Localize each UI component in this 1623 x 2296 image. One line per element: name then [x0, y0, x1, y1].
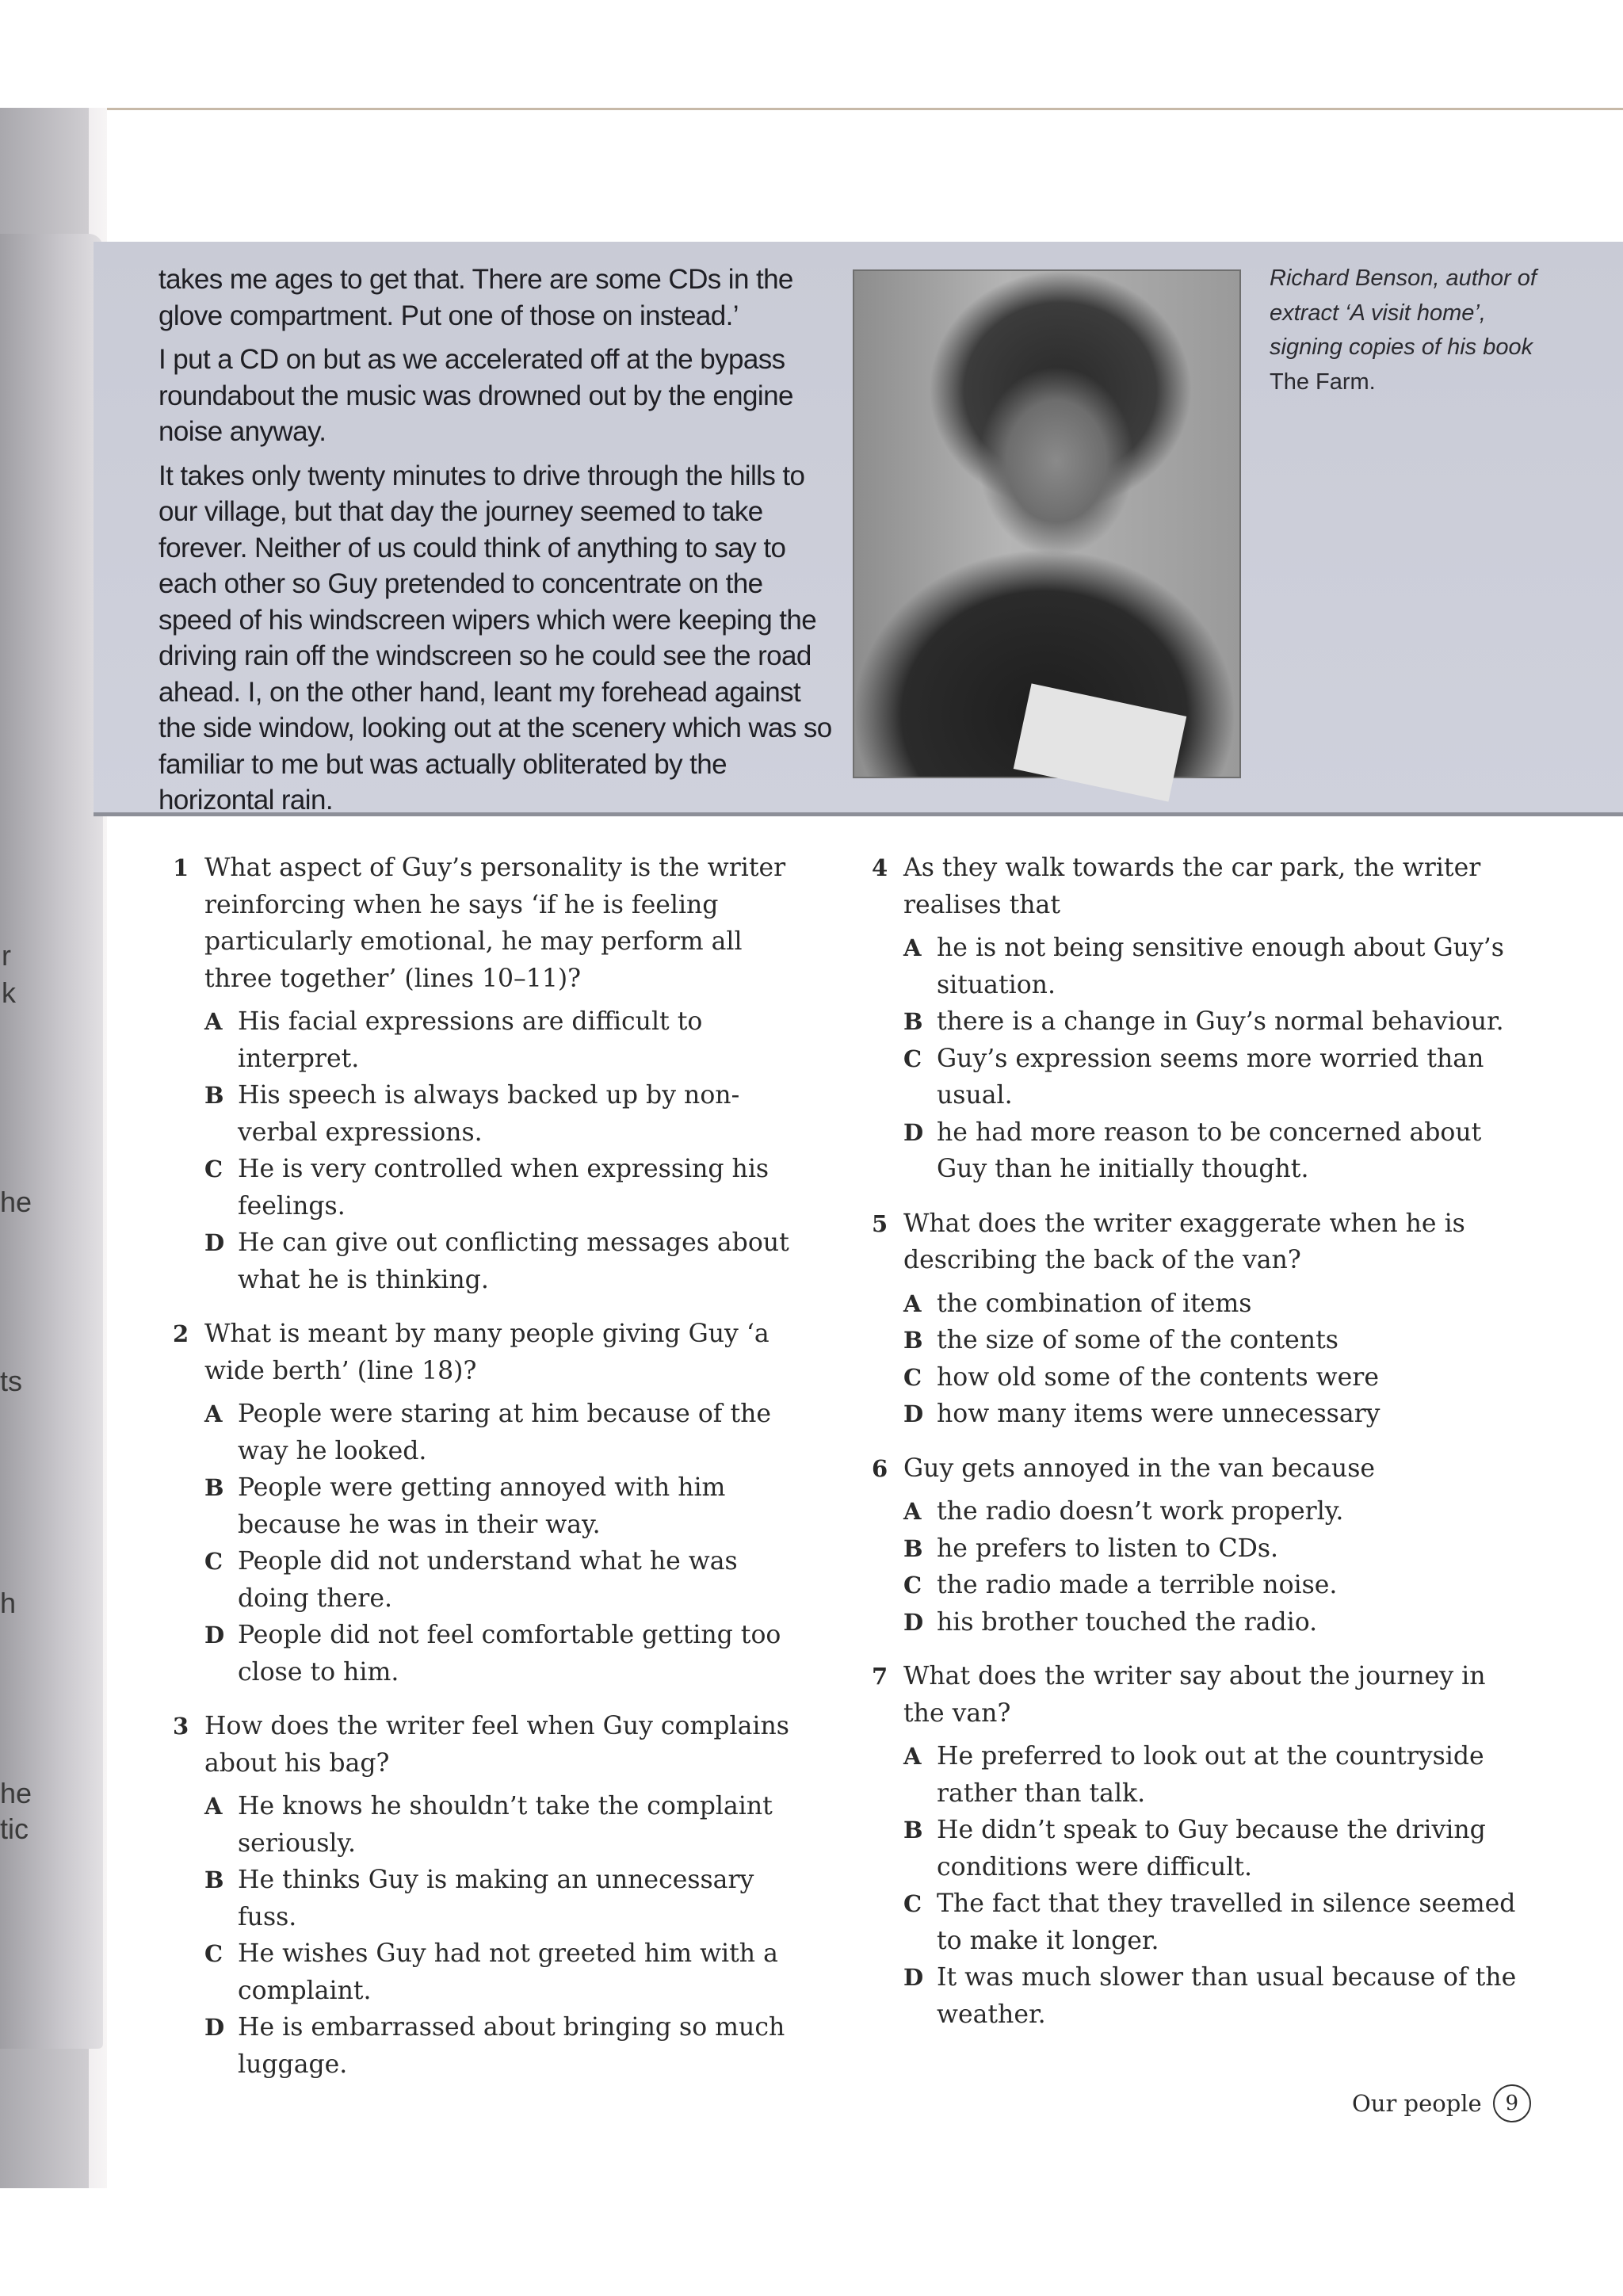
option-text: how old some of the contents were	[937, 1362, 1379, 1392]
facing-page-fragment: tic	[0, 1813, 29, 1845]
answer-option-a	[903, 1738, 1522, 1812]
extract-text	[158, 262, 840, 827]
option-letter: B	[903, 1534, 923, 1562]
caption-book-title: The Farm.	[1270, 369, 1376, 395]
page-footer	[1352, 2084, 1531, 2122]
option-letter: B	[903, 1008, 923, 1035]
facing-page-fragment: he	[0, 1186, 32, 1218]
option-text: He is very controlled when expressing his feelings.	[238, 1155, 769, 1221]
answer-option-a	[204, 1003, 807, 1077]
facing-page-fragment: ts	[0, 1365, 23, 1397]
facing-page-fragment: he	[0, 1777, 32, 1809]
option-text: The fact that they travelled in silence seemed to make it longer.	[937, 1889, 1516, 1955]
question-number: 4	[872, 854, 888, 881]
option-text: It was much slower than usual because of the weather.	[937, 1963, 1517, 2029]
answer-option-b	[903, 1812, 1522, 1885]
option-text: He knows he shouldn’t take the complaint seriously.	[238, 1792, 773, 1858]
section-title: Our people	[1352, 2090, 1482, 2117]
option-text: the radio doesn’t work properly.	[937, 1497, 1344, 1526]
option-letter: A	[204, 1400, 223, 1427]
option-letter: A	[903, 1498, 922, 1525]
question-number: 6	[872, 1454, 888, 1482]
option-letter: B	[204, 1866, 224, 1893]
question-stem: What does the writer say about the journey in the van?	[903, 1662, 1486, 1728]
option-letter: C	[204, 1940, 223, 1967]
question-3	[173, 1708, 807, 2083]
option-letter: C	[204, 1156, 223, 1182]
facing-page-fragment: r	[2, 939, 11, 972]
question-stem: How does the writer feel when Guy complains about his bag?	[204, 1712, 789, 1778]
answer-option-d	[903, 1959, 1522, 2033]
option-text: He is embarrassed about bringing so much luggage.	[238, 2013, 785, 2079]
option-text: People did not feel comfortable getting too close to him.	[238, 1621, 781, 1687]
answer-option-b	[204, 1469, 807, 1543]
author-photo	[853, 269, 1241, 778]
question-number: 3	[173, 1713, 189, 1740]
option-letter: B	[204, 1474, 224, 1501]
question-stem: What does the writer exaggerate when he is describing the back of the van?	[903, 1209, 1465, 1274]
option-text: the size of some of the contents	[937, 1326, 1338, 1354]
question-1	[173, 850, 807, 1298]
option-text: He can give out conflicting messages about what he is thinking.	[238, 1228, 789, 1294]
option-text: People did not understand what he was doing there.	[238, 1547, 738, 1613]
answer-option-c	[204, 1151, 807, 1224]
option-letter: D	[204, 1229, 225, 1256]
question-number: 2	[173, 1320, 189, 1347]
answer-option-d	[903, 1114, 1522, 1188]
option-text: People were staring at him because of the way he looked.	[238, 1400, 772, 1465]
answer-option-c	[204, 1543, 807, 1617]
question-stem: As they walk towards the car park, the writer realises that	[903, 854, 1481, 919]
option-letter: D	[204, 1622, 225, 1648]
option-text: He wishes Guy had not greeted him with a complaint.	[238, 1939, 778, 2005]
option-letter: A	[204, 1008, 223, 1035]
option-text: His speech is always backed up by non-verbal expressions.	[238, 1081, 740, 1147]
option-letter: B	[204, 1082, 224, 1109]
top-rule	[87, 108, 1623, 110]
option-letter: B	[903, 1817, 923, 1843]
answer-option-a	[204, 1788, 807, 1862]
answer-option-c	[903, 1359, 1522, 1396]
option-text: People were getting annoyed with him because he was in their way.	[238, 1473, 726, 1539]
option-letter: C	[204, 1548, 223, 1575]
answer-option-d	[903, 1396, 1522, 1433]
answer-option-c	[903, 1885, 1522, 1959]
option-letter: C	[903, 1363, 922, 1391]
option-text: He didn’t speak to Guy because the driving conditions were difficult.	[937, 1816, 1486, 1881]
option-letter: D	[903, 1400, 924, 1427]
option-text: He preferred to look out at the countryside rather than talk.	[937, 1742, 1484, 1808]
option-text: Guy’s expression seems more worried than usual.	[937, 1044, 1484, 1110]
question-number: 5	[872, 1209, 888, 1237]
answer-option-b	[903, 1003, 1522, 1041]
extract-paragraph: It takes only twenty minutes to drive through the hills to our village, but that day the journey seemed to take forever. Neither of us could think of anything to say to each other so Guy pretended to concentrate on the speed of his windscreen wipers which were keeping the driving rain off the windscreen so he could see the road ahead. I, on the other hand, leant my forehead against the side window, looking out at the scenery which was so familiar to me but was actually obliterated by the horizontal rain.	[158, 460, 832, 816]
option-letter: C	[903, 1045, 922, 1072]
questions-right-column	[872, 850, 1522, 2050]
option-text: He thinks Guy is making an unnecessary fuss.	[238, 1866, 754, 1931]
question-2	[173, 1316, 807, 1690]
answer-option-b	[903, 1322, 1522, 1359]
answer-option-c	[903, 1567, 1522, 1604]
option-letter: D	[903, 1964, 924, 1991]
answer-option-b	[204, 1862, 807, 1935]
answer-option-d	[204, 1224, 807, 1298]
option-text: he prefers to listen to CDs.	[937, 1534, 1279, 1563]
option-letter: D	[903, 1118, 924, 1146]
question-7	[872, 1658, 1522, 2033]
question-4	[872, 850, 1522, 1188]
option-letter: D	[903, 1608, 924, 1636]
option-text: the combination of items	[937, 1289, 1252, 1318]
answer-option-d	[204, 2009, 807, 2083]
question-number: 1	[173, 854, 189, 881]
answer-option-a	[903, 930, 1522, 1003]
option-letter: A	[903, 934, 922, 961]
facing-page-fragment: k	[2, 976, 16, 1009]
question-number: 7	[872, 1663, 888, 1690]
option-text: his brother touched the radio.	[937, 1607, 1318, 1637]
photo-caption	[1270, 262, 1539, 399]
option-text: how many items were unnecessary	[937, 1400, 1381, 1428]
option-text: the radio made a terrible noise.	[937, 1571, 1338, 1599]
option-letter: A	[903, 1743, 922, 1770]
option-text: there is a change in Guy’s normal behaviour.	[937, 1007, 1504, 1036]
answer-option-d	[204, 1617, 807, 1690]
answer-option-a	[204, 1396, 807, 1469]
answer-option-b	[204, 1077, 807, 1151]
option-letter: C	[903, 1572, 922, 1599]
question-5	[872, 1205, 1522, 1433]
option-letter: A	[204, 1793, 223, 1820]
option-letter: D	[204, 2014, 225, 2041]
caption-text: Richard Benson, author of extract ‘A visit home’, signing copies of his book	[1270, 266, 1537, 360]
facing-page-fragment: h	[0, 1587, 17, 1619]
questions-left-column	[173, 850, 807, 2100]
option-text: he had more reason to be concerned about Guy than he initially thought.	[937, 1117, 1482, 1183]
page-number: 9	[1493, 2084, 1531, 2122]
option-text: he is not being sensitive enough about Guy’s situation.	[937, 934, 1504, 999]
answer-option-c	[204, 1935, 807, 2009]
answer-option-c	[903, 1041, 1522, 1114]
answer-option-a	[903, 1286, 1522, 1323]
answer-option-d	[903, 1604, 1522, 1641]
extract-paragraph: takes me ages to get that. There are some CDs in the glove compartment. Put one of those on instead.’	[158, 264, 793, 331]
question-stem: What is meant by many people giving Guy ‘a wide berth’ (line 18)?	[204, 1320, 769, 1385]
option-letter: A	[903, 1289, 922, 1317]
option-text: His facial expressions are difficult to interpret.	[238, 1007, 703, 1073]
option-letter: C	[903, 1890, 922, 1917]
answer-option-a	[903, 1493, 1522, 1530]
question-stem: What aspect of Guy’s personality is the writer reinforcing when he says ‘if he is feeling particularly emotional, he may perform all three together’ (lines 10–11)?	[204, 854, 786, 993]
question-6	[872, 1450, 1522, 1641]
option-letter: B	[903, 1327, 923, 1354]
question-stem: Guy gets annoyed in the van because	[903, 1454, 1376, 1483]
extract-paragraph: I put a CD on but as we accelerated off at the bypass roundabout the music was drowned out by the engine noise anyway.	[158, 344, 793, 447]
answer-option-b	[903, 1530, 1522, 1568]
